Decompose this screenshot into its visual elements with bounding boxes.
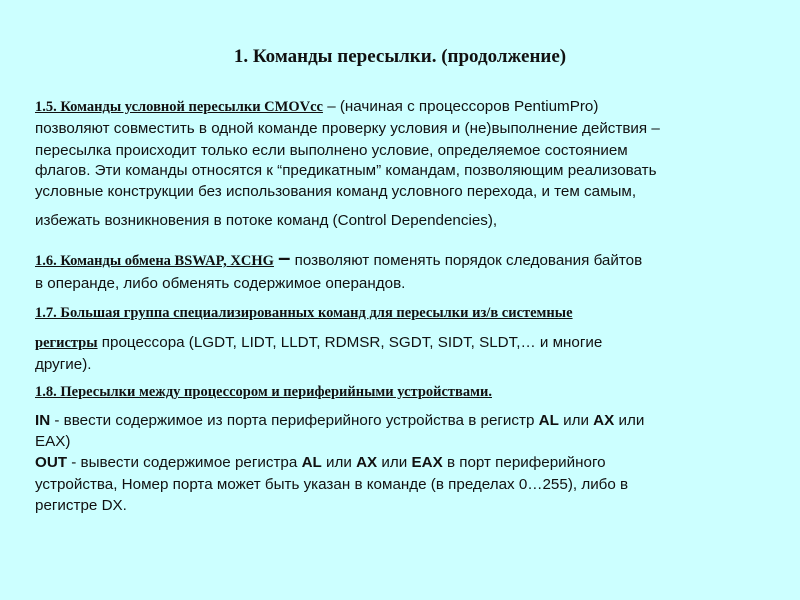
section-1-5-line-6: избежать возникновения в потоке команд (Control Dependencies),	[35, 212, 498, 229]
out-keyword: OUT	[35, 454, 68, 471]
section-1-8-line-1	[35, 381, 780, 403]
in-keyword: IN	[35, 412, 51, 429]
in-line-2: EAX)	[35, 433, 71, 450]
section-1-5-line-4: флагов. Эти команды относятся к “предикатным” командам, позволяющим реализовать	[35, 162, 657, 179]
al-register-2: AL	[301, 454, 322, 471]
out-line-2: устройства, Номер порта может быть указан в команде (в пределах 0…255), либо в	[35, 476, 629, 493]
section-1-7-heading-cont: регистры	[35, 335, 98, 351]
section-1-6-line-1: 1.6. Команды обмена BSWAP, XCHG – позволяют поменять порядок следования байтов	[35, 245, 643, 270]
section-1-7-heading: 1.7. Большая группа специализированных команд для пересылки из/в системные	[35, 305, 573, 321]
section-1-5-line-2: позволяют совместить в одной команде проверку условия и (не)выполнение действия –	[35, 120, 660, 137]
section-1-7-line-3: другие).	[35, 356, 92, 373]
eax-register: EAX	[411, 454, 443, 471]
section-1-7-line-2: регистры процессора (LGDT, LIDT, LLDT, RDMSR, SGDT, SIDT, SLDT,… и многие	[35, 334, 603, 351]
section-1-7-line-1	[35, 302, 780, 324]
section-1-6-heading: 1.6. Команды обмена BSWAP, XCHG	[35, 253, 274, 269]
section-1-5-line-3: пересылка происходит только если выполнено условие, определяемое состоянием	[35, 142, 628, 159]
section-1-5-heading: 1.5. Команды условной пересылки CMOVcc	[35, 99, 323, 115]
section-1-8-heading: 1.8. Пересылки между процессором и периферийными устройствами.	[35, 384, 492, 400]
section-1-5-line-1: 1.5. Команды условной пересылки CMOVcc – (начиная с процессоров PentiumPro)	[35, 98, 599, 115]
slide-title: 1. Команды пересылки. (продолжение)	[233, 46, 567, 67]
section-1-6-line-2: в операнде, либо обменять содержимое операндов.	[35, 275, 406, 292]
section-1-5-line-5: условные конструкции без использования команд условного перехода, и тем самым,	[35, 183, 637, 200]
in-line-1: IN - ввести содержимое из порта периферийного устройства в регистр AL или AX или	[35, 412, 645, 429]
ax-register-2: AX	[356, 454, 378, 471]
section-1-6-dash: –	[278, 245, 291, 270]
out-line-1: OUT - вывести содержимое регистра AL или AX или EAX в порт периферийного	[35, 454, 606, 471]
out-line-3: регистре DX.	[35, 497, 127, 514]
al-register: AL	[538, 412, 559, 429]
ax-register: AX	[593, 412, 615, 429]
